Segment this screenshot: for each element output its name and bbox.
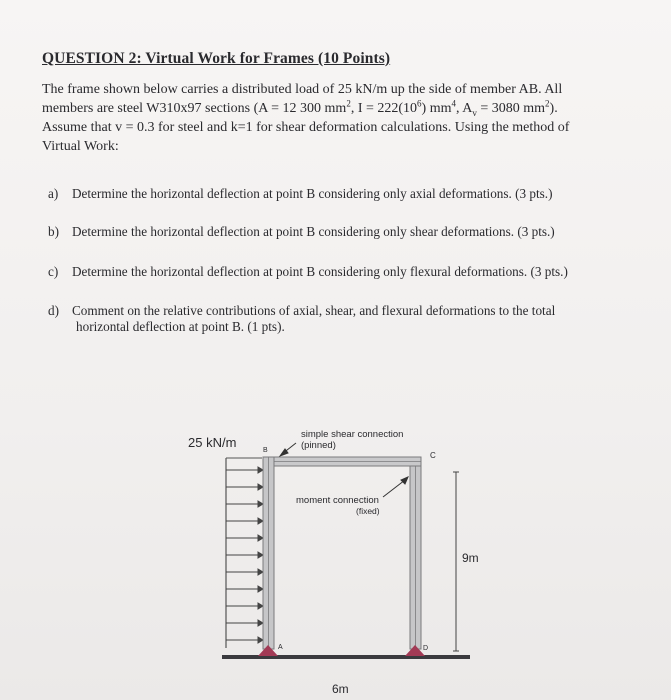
part-d-text-1: Comment on the relative contributions of axial, shear, and flexural deformations to the total [72,303,556,318]
question-title: QUESTION 2: Virtual Work for Frames (10 Points) [42,50,391,67]
column-ab [263,457,274,649]
part-d-letter: d) [48,303,59,318]
fixed-label-1: moment connection [296,495,379,506]
intro-line-1: The frame shown below carries a distributed load of 25 kN/m up the side of member AB. All [42,82,563,97]
intro-line-2: members are steel W310x97 sections (A = 12 300 $mm^2$, $I = 222(10^6)$ $mm^4$, $A_v = 3080$ $mm^2$). [42,98,558,118]
pinned-label-2: (pinned) [301,440,336,451]
height-dimension [453,472,459,651]
part-a-text: Determine the horizontal deflection at point B considering only axial deformations. (3 pts.) [72,186,553,201]
point-b-label: B [263,447,268,454]
part-b-letter: b) [48,224,59,239]
part-c-letter: c) [48,264,59,279]
support-a [258,645,278,656]
beam-bc [274,457,421,466]
support-d [405,645,425,656]
part-c-text: Determine the horizontal deflection at point B considering only flexural deformations. (3 pts.) [72,264,568,279]
fixed-leader [383,477,408,497]
column-cd [410,466,421,649]
load-arrows [226,467,263,643]
point-a-label: A [278,644,283,651]
point-d-label: D [423,645,429,652]
part-a-letter: a) [48,186,59,201]
intro-line-4: Virtual Work: [42,139,119,154]
distributed-load [226,458,263,648]
fixed-label-2: (fixed) [356,506,380,516]
part-d-text-2: horizontal deflection at point B. (1 pts). [76,319,285,334]
intro-line-3: Assume that v = 0.3 for steel and k=1 for shear deformation calculations. Using the method of [42,120,570,135]
pinned-label-1: simple shear connection [301,429,404,440]
part-b-text: Determine the horizontal deflection at point B considering only shear deformations. (3 pts.) [72,224,555,239]
height-label: 9m [462,551,479,565]
load-label: 25 kN/m [188,435,237,450]
pinned-leader [280,443,296,456]
point-c-label: C [430,451,436,460]
width-label: 6m [332,682,349,696]
